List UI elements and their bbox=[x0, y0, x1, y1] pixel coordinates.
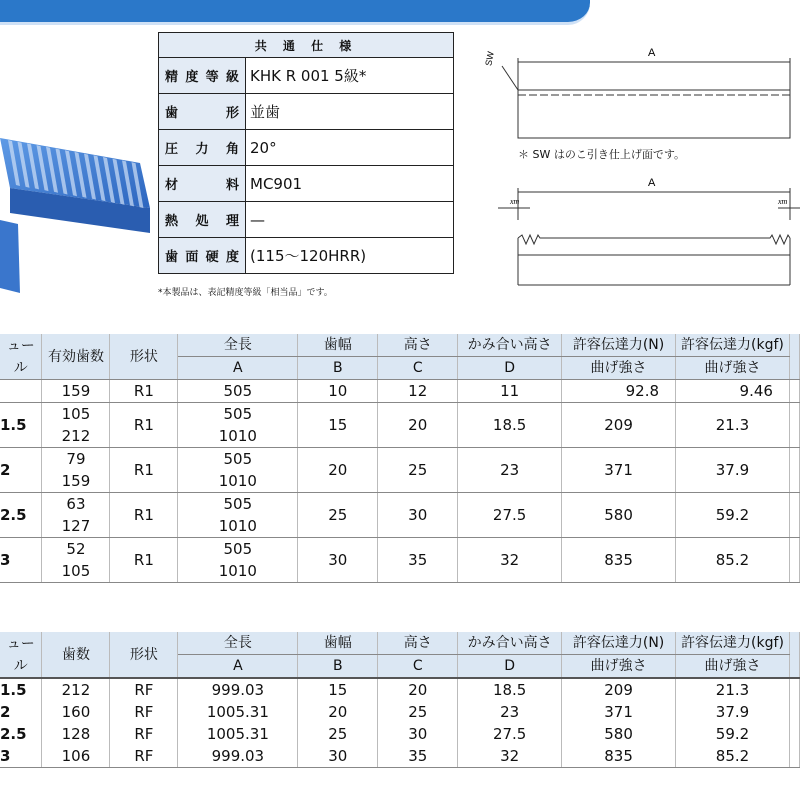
col-height-sub: C bbox=[378, 357, 458, 380]
rack-gear-image bbox=[0, 108, 160, 298]
spec-title: 共 通 仕 様 bbox=[159, 33, 454, 58]
col-teeth: 有効歯数 bbox=[42, 334, 110, 380]
col-length: 全長 bbox=[178, 334, 298, 357]
power-kgf-cell: 21.3 bbox=[676, 678, 790, 701]
col-power-n-sub: 曲げ強さ bbox=[562, 357, 676, 380]
pitch-cell: 18.5 bbox=[458, 678, 562, 701]
rack-dimension-drawing bbox=[480, 40, 800, 300]
teeth-cell: 106 bbox=[42, 745, 110, 768]
spec-value: — bbox=[246, 202, 454, 238]
shape-cell: RF bbox=[110, 678, 178, 701]
power-kgf-cell: 21.3 bbox=[676, 403, 790, 448]
length-value: 1010 bbox=[218, 472, 257, 490]
sw-note: ＊ SW はのこ引き仕上げ面です。 bbox=[518, 148, 685, 161]
power-kgf-cell: 9.46 bbox=[676, 380, 790, 403]
shape-cell: R1 bbox=[110, 538, 178, 583]
col-teeth: 歯数 bbox=[42, 632, 110, 678]
pitch-cell: 32 bbox=[458, 745, 562, 768]
module-cell: 1.5 bbox=[0, 403, 42, 448]
power-kgf-cell: 37.9 bbox=[676, 448, 790, 493]
teeth-value: 105 bbox=[61, 405, 91, 423]
power-n-cell: 835 bbox=[562, 745, 676, 768]
power-n-cell: 371 bbox=[562, 448, 676, 493]
sw-label: SW bbox=[483, 50, 496, 67]
power-n-cell: 580 bbox=[562, 723, 676, 745]
table-row bbox=[0, 403, 800, 448]
pitch-cell: 11 bbox=[458, 380, 562, 403]
col-power-n-sub: 曲げ強さ bbox=[562, 655, 676, 679]
shape-cell: R1 bbox=[110, 403, 178, 448]
length-cell: 1005.31 bbox=[178, 701, 298, 723]
power-n-cell: 209 bbox=[562, 403, 676, 448]
table-row bbox=[0, 678, 800, 701]
width-cell: 25 bbox=[298, 723, 378, 745]
teeth-cell: 160 bbox=[42, 701, 110, 723]
module-cell: 2.5 bbox=[0, 493, 42, 538]
table-row bbox=[0, 723, 800, 745]
length-value: 505 bbox=[223, 495, 253, 513]
spec-value: (115～120HRR) bbox=[246, 238, 454, 274]
length-value: 1010 bbox=[218, 562, 257, 580]
col-pitch-sub: D bbox=[458, 655, 562, 679]
col-power-n: 許容伝達力(N) bbox=[562, 632, 676, 655]
col-length-sub: A bbox=[178, 357, 298, 380]
height-cell: 35 bbox=[378, 538, 458, 583]
spec-value: KHK R 001 5級* bbox=[246, 58, 454, 94]
module-cell: 1.5 bbox=[0, 678, 42, 701]
col-width-sub: B bbox=[298, 655, 378, 679]
height-cell: 25 bbox=[378, 448, 458, 493]
module-cell: 2 bbox=[0, 701, 42, 723]
spec-value: 並歯 bbox=[246, 94, 454, 130]
width-cell: 25 bbox=[298, 493, 378, 538]
teeth-cell bbox=[42, 493, 110, 538]
length-value: 1010 bbox=[218, 517, 257, 535]
table-row bbox=[0, 493, 800, 538]
teeth-cell bbox=[42, 403, 110, 448]
pitch-cell: 23 bbox=[458, 701, 562, 723]
length-value: 1010 bbox=[218, 427, 257, 445]
pitch-cell: 27.5 bbox=[458, 723, 562, 745]
power-n-cell: 92.8 bbox=[562, 380, 676, 403]
teeth-value: 212 bbox=[61, 427, 91, 445]
shape-cell: RF bbox=[110, 723, 178, 745]
col-length: 全長 bbox=[178, 632, 298, 655]
length-cell: 999.03 bbox=[178, 678, 298, 701]
col-pitch-height: かみ合い高さ bbox=[458, 334, 562, 357]
dim-a-label-bottom: A bbox=[648, 177, 656, 189]
height-cell: 25 bbox=[378, 701, 458, 723]
height-cell: 35 bbox=[378, 745, 458, 768]
power-kgf-cell: 85.2 bbox=[676, 745, 790, 768]
spec-label: 圧力角 bbox=[159, 130, 246, 166]
length-value: 505 bbox=[223, 450, 253, 468]
pitch-cell: 23 bbox=[458, 448, 562, 493]
top-banner bbox=[0, 0, 590, 25]
width-cell: 10 bbox=[298, 380, 378, 403]
spec-footnote: *本製品は、表記精度等級「相当品」です。 bbox=[158, 288, 333, 298]
pitch-cell: 32 bbox=[458, 538, 562, 583]
table-row bbox=[0, 701, 800, 723]
module-cell: 2.5 bbox=[0, 723, 42, 745]
width-cell: 20 bbox=[298, 701, 378, 723]
length-value: 505 bbox=[223, 540, 253, 558]
teeth-cell bbox=[42, 538, 110, 583]
col-shape: 形状 bbox=[110, 334, 178, 380]
spec-label: 材料 bbox=[159, 166, 246, 202]
rack-spec-table-1 bbox=[0, 334, 800, 583]
power-kgf-cell: 59.2 bbox=[676, 493, 790, 538]
teeth-value: 52 bbox=[66, 540, 86, 558]
length-cell: 505 bbox=[178, 380, 298, 403]
pitch-cell: 18.5 bbox=[458, 403, 562, 448]
length-cell: 1005.31 bbox=[178, 723, 298, 745]
power-n-cell: 371 bbox=[562, 701, 676, 723]
table-row bbox=[0, 745, 800, 768]
module-cell: 3 bbox=[0, 745, 42, 768]
col-height-sub: C bbox=[378, 655, 458, 679]
width-cell: 15 bbox=[298, 403, 378, 448]
xm-left-label: xm bbox=[510, 197, 520, 206]
dim-a-label-top: A bbox=[648, 47, 656, 59]
power-n-cell: 580 bbox=[562, 493, 676, 538]
col-width-sub: B bbox=[298, 357, 378, 380]
col-power-n: 許容伝達力(N) bbox=[562, 334, 676, 357]
power-kgf-cell: 37.9 bbox=[676, 701, 790, 723]
spec-value: MC901 bbox=[246, 166, 454, 202]
length-cell bbox=[178, 538, 298, 583]
table-row bbox=[0, 448, 800, 493]
col-module: ュール bbox=[0, 632, 42, 678]
width-cell: 30 bbox=[298, 538, 378, 583]
shape-cell: R1 bbox=[110, 448, 178, 493]
power-n-cell: 835 bbox=[562, 538, 676, 583]
col-width: 歯幅 bbox=[298, 632, 378, 655]
col-power-kgf: 許容伝達力(kgf) bbox=[676, 632, 790, 655]
height-cell: 20 bbox=[378, 403, 458, 448]
shape-cell: RF bbox=[110, 745, 178, 768]
teeth-cell: 128 bbox=[42, 723, 110, 745]
power-n-cell: 209 bbox=[562, 678, 676, 701]
common-spec-table bbox=[158, 32, 454, 274]
module-cell bbox=[0, 380, 42, 403]
spec-label: 熱処理 bbox=[159, 202, 246, 238]
spec-label: 精度等級 bbox=[159, 58, 246, 94]
teeth-value: 159 bbox=[61, 472, 91, 490]
length-cell bbox=[178, 493, 298, 538]
xm-right-label: xm bbox=[778, 197, 788, 206]
shape-cell: R1 bbox=[110, 493, 178, 538]
teeth-cell: 159 bbox=[42, 380, 110, 403]
power-kgf-cell: 85.2 bbox=[676, 538, 790, 583]
col-power-kgf: 許容伝達力(kgf) bbox=[676, 334, 790, 357]
shape-cell: RF bbox=[110, 701, 178, 723]
length-value: 505 bbox=[223, 405, 253, 423]
col-height: 高さ bbox=[378, 632, 458, 655]
module-cell: 3 bbox=[0, 538, 42, 583]
teeth-value: 127 bbox=[61, 517, 91, 535]
spec-label: 歯面硬度 bbox=[159, 238, 246, 274]
spec-label: 歯形 bbox=[159, 94, 246, 130]
col-length-sub: A bbox=[178, 655, 298, 679]
width-cell: 20 bbox=[298, 448, 378, 493]
width-cell: 30 bbox=[298, 745, 378, 768]
col-shape: 形状 bbox=[110, 632, 178, 678]
col-module: ュール bbox=[0, 334, 42, 380]
col-height: 高さ bbox=[378, 334, 458, 357]
col-power-kgf-sub: 曲げ強さ bbox=[676, 357, 790, 380]
teeth-cell bbox=[42, 448, 110, 493]
teeth-value: 105 bbox=[61, 562, 91, 580]
col-pitch-height: かみ合い高さ bbox=[458, 632, 562, 655]
teeth-cell: 212 bbox=[42, 678, 110, 701]
teeth-value: 79 bbox=[66, 450, 86, 468]
height-cell: 30 bbox=[378, 493, 458, 538]
rack-spec-table-2 bbox=[0, 632, 800, 768]
length-cell bbox=[178, 403, 298, 448]
length-cell: 999.03 bbox=[178, 745, 298, 768]
power-kgf-cell: 59.2 bbox=[676, 723, 790, 745]
teeth-value: 63 bbox=[66, 495, 86, 513]
col-extra bbox=[789, 334, 799, 380]
table-row bbox=[0, 538, 800, 583]
height-cell: 12 bbox=[378, 380, 458, 403]
module-cell: 2 bbox=[0, 448, 42, 493]
col-power-kgf-sub: 曲げ強さ bbox=[676, 655, 790, 679]
spec-value: 20° bbox=[246, 130, 454, 166]
height-cell: 30 bbox=[378, 723, 458, 745]
height-cell: 20 bbox=[378, 678, 458, 701]
table-row bbox=[0, 380, 800, 403]
col-width: 歯幅 bbox=[298, 334, 378, 357]
width-cell: 15 bbox=[298, 678, 378, 701]
col-extra bbox=[789, 632, 799, 678]
length-cell bbox=[178, 448, 298, 493]
col-pitch-sub: D bbox=[458, 357, 562, 380]
shape-cell: R1 bbox=[110, 380, 178, 403]
pitch-cell: 27.5 bbox=[458, 493, 562, 538]
